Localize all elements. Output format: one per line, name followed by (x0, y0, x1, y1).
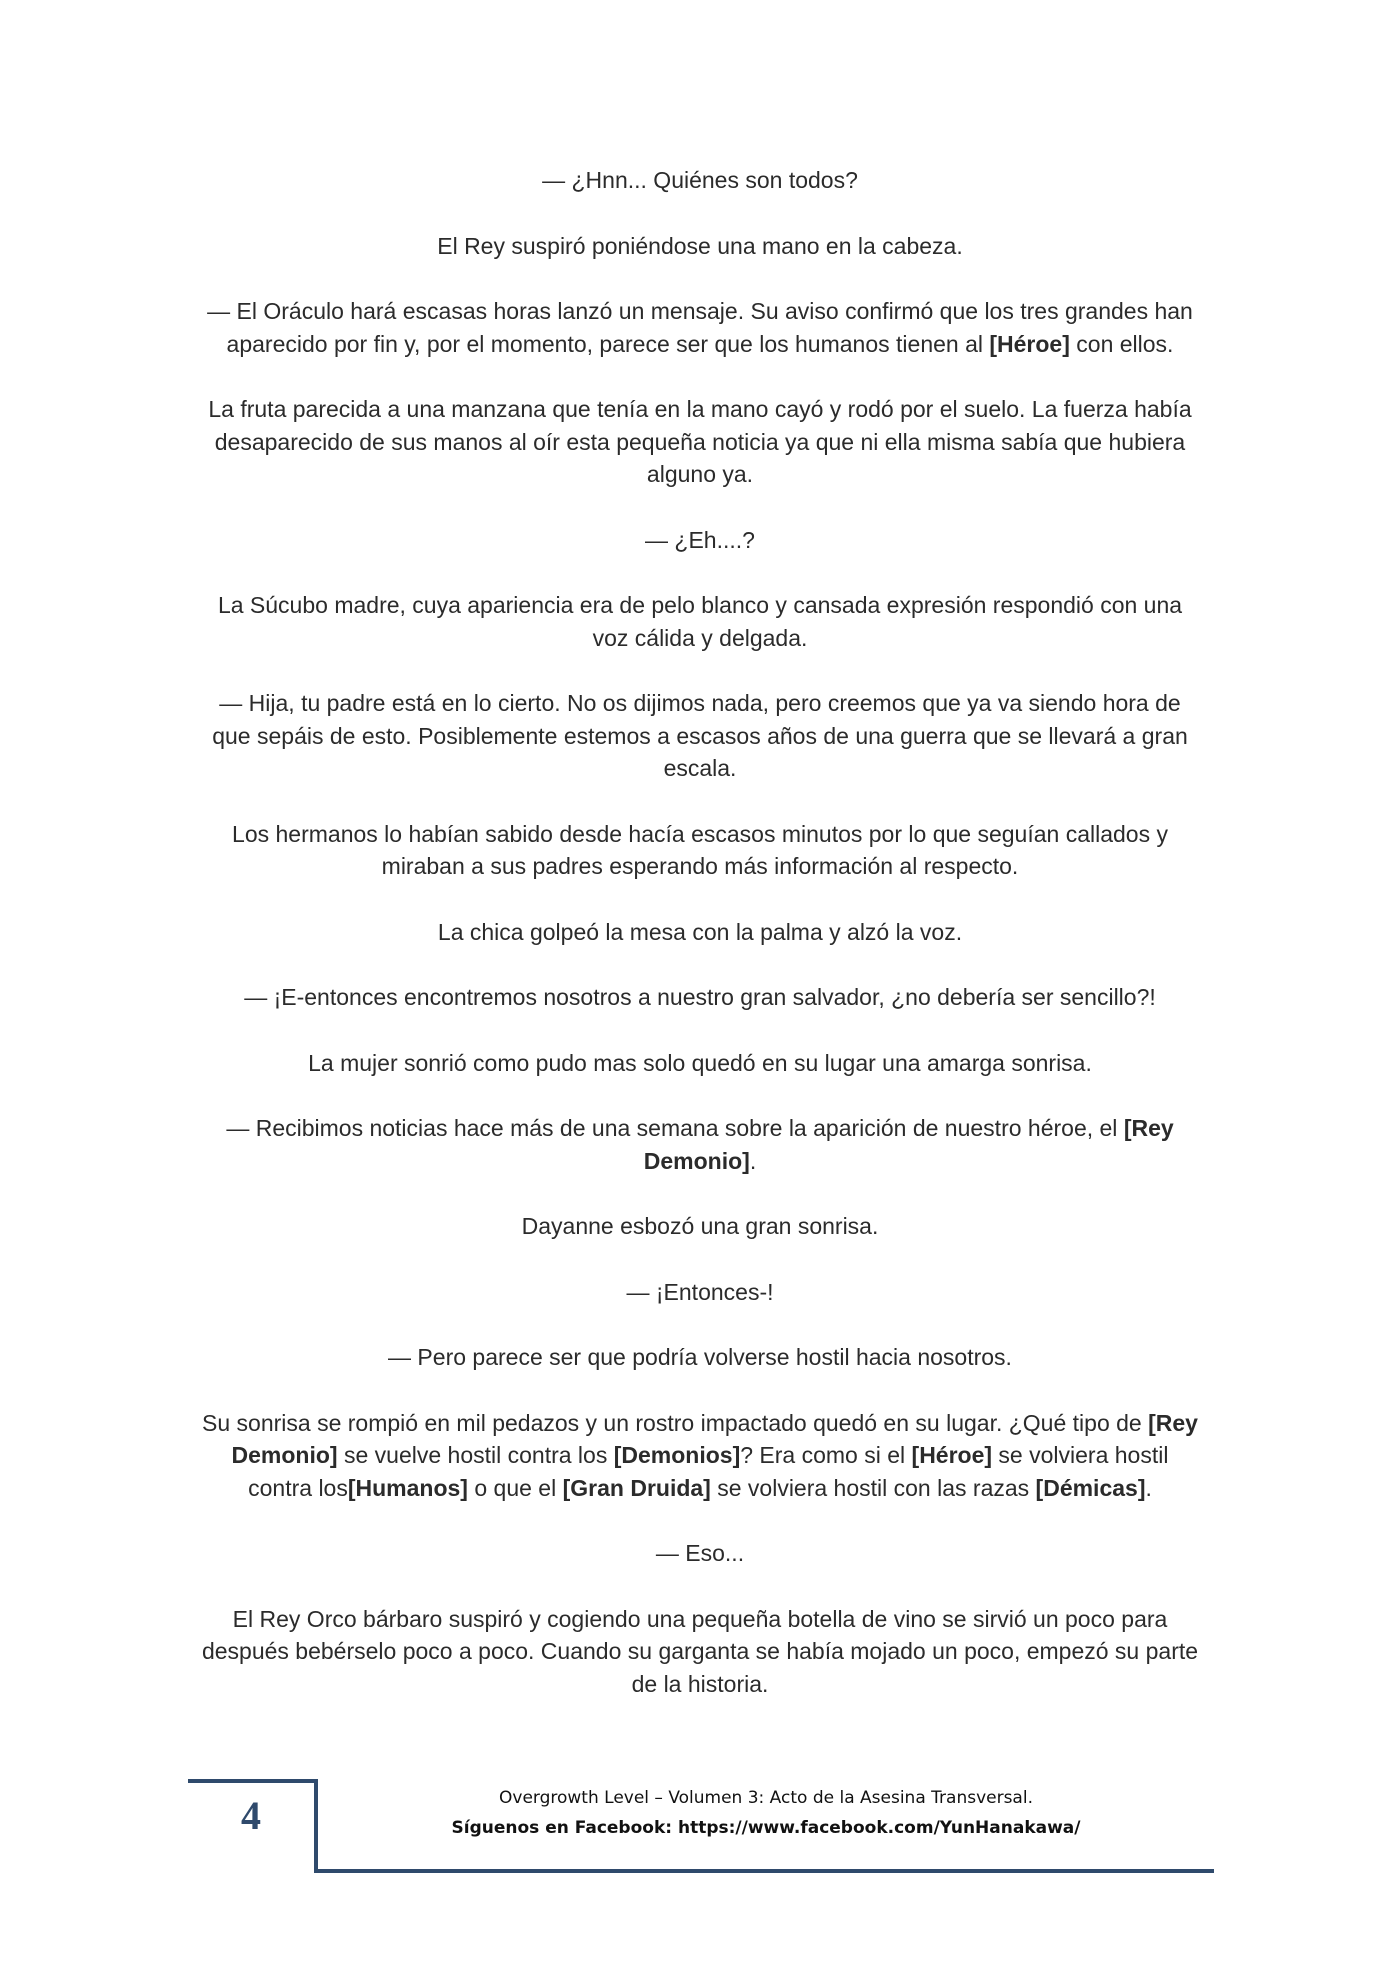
text-run: — ¿Eh....? (645, 526, 755, 553)
paragraph (200, 524, 1200, 557)
text-run: — ¡E-entonces encontremos nosotros a nuestro gran salvador, ¿no debería ser sencillo?! (244, 984, 1156, 1010)
text-run: La Súcubo madre, cuya apariencia era de pelo blanco y cansada expresión respondió con una voz cálida y delgada. (217, 592, 1183, 651)
text-run: Dayanne esbozó una gran sonrisa. (521, 1213, 879, 1239)
paragraph (200, 164, 1200, 197)
text-run: El Rey Orco bárbaro suspiró y cogiendo una pequeña botella de vino se sirvió un poco para después bebérselo poco a poco. Cuando su garganta se había mojado un poco, empezó su parte de la historia. (201, 1605, 1199, 1697)
text-run: . (749, 1147, 757, 1174)
text-run: con ellos. (1069, 330, 1174, 357)
paragraph (200, 1603, 1200, 1701)
paragraph (200, 230, 1200, 263)
text-run: El Rey suspiró poniéndose una mano en la cabeza. (437, 232, 963, 259)
text-run: — ¿Hnn... Quiénes son todos? (542, 167, 858, 193)
bold-term: [Rey Demonio] (231, 1409, 1198, 1468)
footer-book-title: Overgrowth Level – Volumen 3: Acto de la Asesina Transversal. (499, 1788, 1033, 1808)
text-run: se vuelve hostil contra los (337, 1442, 614, 1468)
paragraph (200, 916, 1200, 949)
text-run: — Eso... (655, 1540, 745, 1566)
footer-rule-top (188, 1779, 318, 1783)
bold-term: [Démicas] (1035, 1474, 1146, 1501)
bold-term: [Gran Druida] (562, 1474, 711, 1501)
bold-term: [Demonios] (613, 1442, 741, 1468)
text-run: se volviera hostil con las razas (710, 1474, 1036, 1501)
text-run: o que el (467, 1474, 563, 1501)
paragraph (200, 1407, 1200, 1505)
paragraph (200, 981, 1200, 1014)
text-run: . (1145, 1474, 1152, 1501)
footer-rule-bottom (314, 1869, 1214, 1873)
text-run: — Pero parece ser que podría volverse hostil hacia nosotros. (388, 1344, 1012, 1370)
bold-term: [Héroe] (989, 330, 1070, 357)
paragraph (200, 393, 1200, 491)
paragraph (200, 687, 1200, 785)
text-run: — ¡Entonces-! (626, 1278, 774, 1305)
paragraph (200, 589, 1200, 654)
text-run: Los hermanos lo habían sabido desde hacía escasos minutos por lo que seguían callados y miraban a sus padres esperando más información al respecto. (232, 820, 1168, 879)
paragraph (200, 295, 1200, 360)
paragraph (200, 1210, 1200, 1243)
paragraph (200, 1537, 1200, 1570)
paragraph (200, 1047, 1200, 1080)
bold-term: [Héroe] (911, 1442, 993, 1468)
text-run: — Recibimos noticias hace más de una semana sobre la aparición de nuestro héroe, el (226, 1115, 1124, 1141)
footer-text (318, 1783, 1214, 1843)
paragraph (200, 818, 1200, 883)
text-run: Su sonrisa se rompió en mil pedazos y un rostro impactado quedó en su lugar. ¿Qué tipo de (202, 1409, 1149, 1436)
paragraph (200, 1276, 1200, 1309)
paragraph (200, 1341, 1200, 1374)
page-number: 4 (241, 1793, 261, 1838)
text-run: La mujer sonrió como pudo mas solo quedó en su lugar una amarga sonrisa. (308, 1049, 1092, 1076)
text-run: ? Era como si el (740, 1442, 912, 1468)
footer-facebook-link[interactable]: Síguenos en Facebook: https://www.facebook.com/YunHanakawa/ (451, 1818, 1081, 1838)
text-run: La chica golpeó la mesa con la palma y alzó la voz. (437, 918, 963, 945)
text-run: se volviera hostil contra los (248, 1442, 1169, 1501)
paragraph (200, 1112, 1200, 1177)
bold-term: [Humanos] (347, 1474, 468, 1501)
text-run: La fruta parecida a una manzana que tenía en la mano cayó y rodó por el suelo. La fuerza había desaparecido de sus manos al oír esta pequeña noticia ya que ni ella misma sabía que hubiera alguno ya. (208, 396, 1192, 487)
text-run: — El Oráculo hará escasas horas lanzó un mensaje. Su aviso confirmó que los tres grandes han aparecido por fin y, por el momento, parece ser que los humanos tienen al (207, 298, 1193, 357)
body-text (200, 164, 1200, 1733)
bold-term: [Rey Demonio] (643, 1115, 1174, 1174)
text-run: — Hija, tu padre está en lo cierto. No os dijimos nada, pero creemos que ya va siendo hora de que sepáis de esto. Posiblemente estemos a escasos años de una guerra que se llevará a gran escala. (212, 690, 1188, 781)
